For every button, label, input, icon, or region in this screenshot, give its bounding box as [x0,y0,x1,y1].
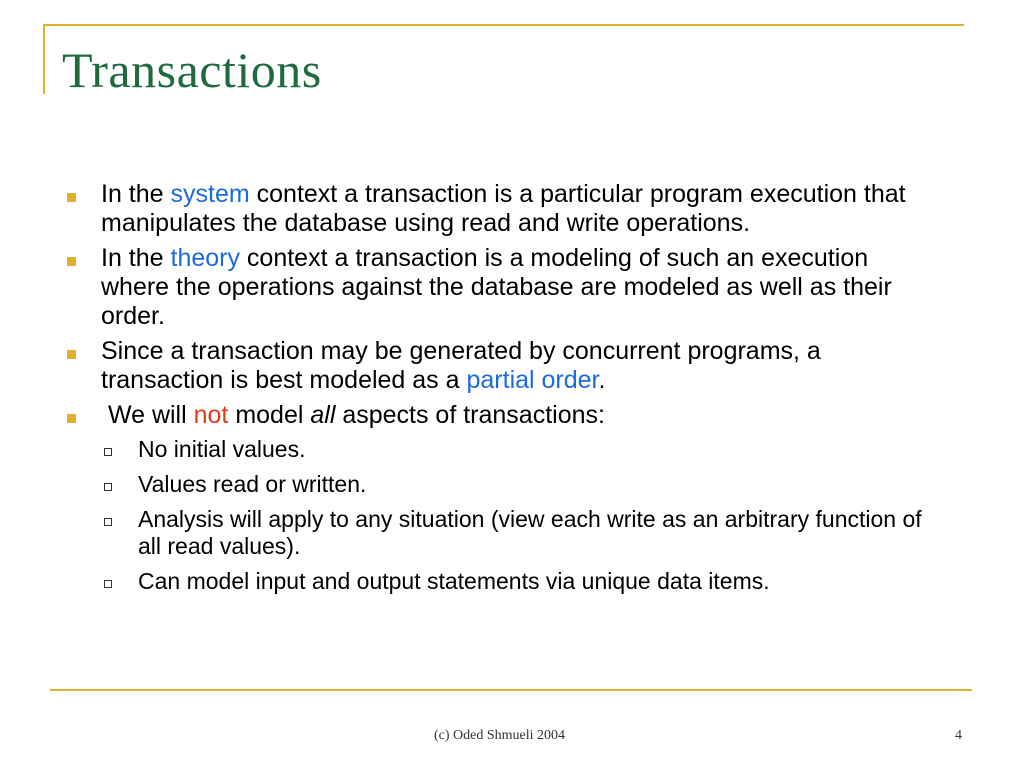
hollow-square-bullet-icon [104,580,112,588]
sub-bullet-text: No initial values. [138,436,306,462]
page-number: 4 [955,728,962,743]
bullet-text-post: context a transaction is a particular program execution that manipulates the database using read and write operations. [101,180,906,237]
highlight-term: not [193,401,229,429]
bullet-text-post: context a transaction is a modeling of such an execution where the operations against the database are modeled as well as their order. [101,244,892,330]
square-bullet-icon [67,257,76,266]
footer-copyright: (c) Oded Shmueli 2004 [434,728,566,743]
bullet-list [60,180,940,595]
sub-bullet-item [101,436,940,463]
bullet-item-theory-context [60,244,940,331]
square-bullet-icon [67,350,76,359]
bullet-text-pre: In the [101,244,171,272]
bullet-text-pre: Since a transaction may be generated by concurrent programs, a transaction is best modeled as a [101,337,821,394]
top-frame-line [43,24,964,26]
bullet-text-post: . [598,366,606,394]
square-bullet-icon [67,193,76,202]
highlight-term: theory [170,244,240,272]
bullet-item-not-model [60,401,940,595]
sub-bullet-text: Analysis will apply to any situation (view each write as an arbitrary function of all read values). [138,506,922,559]
highlight-term: partial order [466,366,599,394]
highlight-term: system [170,180,250,208]
bullet-text-pre: In the [101,180,171,208]
sub-bullet-text: Values read or written. [138,471,367,497]
hollow-square-bullet-icon [104,483,112,491]
bullet-text-post: aspects of transactions: [335,401,605,429]
sub-bullet-text: Can model input and output statements via unique data items. [138,568,770,594]
bullet-text-mid: model [228,401,311,429]
sub-bullet-item [101,471,940,498]
bottom-frame-line [50,689,972,691]
sub-bullet-item [101,568,940,595]
left-frame-line [43,24,45,94]
hollow-square-bullet-icon [104,518,112,526]
slide-body [60,180,940,603]
slide-title: Transactions [62,42,322,98]
square-bullet-icon [67,414,76,423]
bullet-item-partial-order [60,337,940,395]
bullet-item-system-context [60,180,940,238]
emphasis-term: all [310,401,336,429]
sub-bullet-list [101,436,940,595]
hollow-square-bullet-icon [104,448,112,456]
sub-bullet-item [101,506,940,560]
bullet-text-pre: We will [101,401,194,429]
